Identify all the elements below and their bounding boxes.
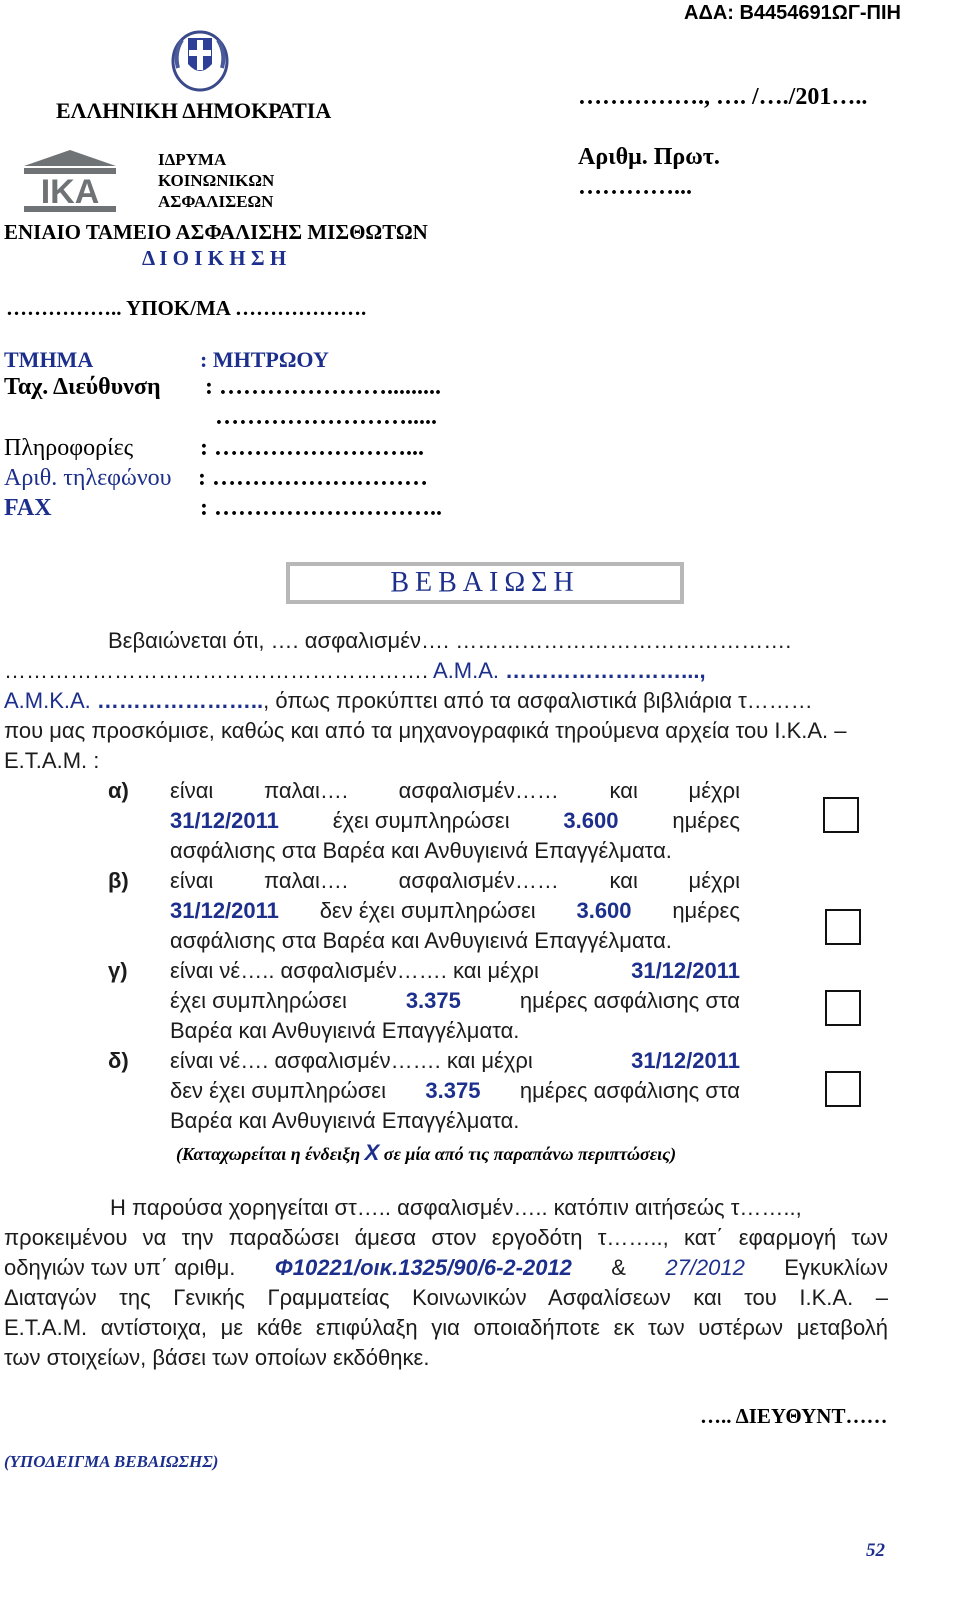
closing-line-3 bbox=[4, 1255, 888, 1281]
option-d-days: 3.375 bbox=[425, 1078, 481, 1103]
option-a-unit: ημέρες bbox=[672, 808, 740, 833]
option-d-line-1 bbox=[170, 1048, 740, 1074]
option-c-days: 3.375 bbox=[405, 988, 461, 1013]
fund-name: ΕΝΙΑΙΟ ΤΑΜΕΙΟ ΑΣΦΑΛΙΣΗΣ ΜΙΣΘΩΤΩΝ bbox=[4, 220, 428, 244]
selection-note bbox=[176, 1140, 676, 1166]
republic-title: ΕΛΛΗΝΙΚΗ ΔΗΜΟΚΡΑΤΙΑ bbox=[56, 98, 332, 123]
option-b-line-2 bbox=[170, 898, 740, 924]
fax-label: FAX bbox=[4, 495, 52, 521]
option-c-text: είναι νέ….. ασφαλισμέν……. και μέχρι bbox=[170, 958, 539, 983]
option-c-line-1 bbox=[170, 958, 740, 984]
closing-line-6: των στοιχείων, βάσει των οποίων εκδόθηκε. bbox=[4, 1345, 430, 1370]
closing-line-5: Ε.Τ.Α.Μ. αντίστοιχα, με κάθε επιφύλαξη για οποιαδήποτε εκ των υστέρων μεταβολή bbox=[4, 1315, 888, 1340]
option-c-unit: ημέρες ασφάλισης στα bbox=[519, 988, 740, 1013]
option-d-line-3: Βαρέα και Ανθυγιεινά Επαγγέλματα. bbox=[170, 1108, 520, 1133]
ama-label: Α.Μ.Α. bbox=[433, 658, 500, 683]
closing-line-2: προκειμένου να την παραδώσει άμεσα στον εργοδότη τ…….., κατ΄ εφαρμογή των bbox=[4, 1225, 888, 1250]
option-d-unit: ημέρες ασφάλισης στα bbox=[519, 1078, 740, 1103]
intro-books: , όπως προκύπτει από τα ασφαλιστικά βιβλιάρια τ……… bbox=[263, 688, 813, 713]
intro-dots: …………………………………………………. bbox=[4, 658, 434, 683]
option-d-checkbox[interactable] bbox=[825, 1071, 861, 1107]
phone-label: Αριθ. τηλεφώνου bbox=[4, 465, 172, 491]
amka-value: ………………….. bbox=[90, 688, 264, 713]
ama-value: ……………………..., bbox=[499, 658, 706, 683]
closing-circulars: Εγκυκλίων bbox=[784, 1255, 888, 1280]
option-c-checkbox[interactable] bbox=[825, 990, 861, 1026]
option-a-line-1: είναι παλαι…. ασφαλισμέν…… και μέχρι bbox=[170, 778, 740, 803]
note-mark: X bbox=[364, 1140, 380, 1165]
option-b-text: δεν έχει συμπληρώσει bbox=[319, 898, 536, 923]
page-number: 52 bbox=[866, 1540, 885, 1561]
option-d-line-2 bbox=[170, 1078, 740, 1104]
phone-value: : ……………………… bbox=[198, 465, 428, 491]
option-d-label: δ) bbox=[108, 1048, 129, 1073]
option-b-date: 31/12/2011 bbox=[170, 898, 279, 923]
fax-value: : ……………………….. bbox=[200, 495, 442, 521]
intro-line-5: Ε.Τ.Α.Μ. : bbox=[4, 748, 100, 773]
option-d-text: είναι νέ…. ασφαλισμέν……. και μέχρι bbox=[170, 1048, 533, 1073]
option-a-label: α) bbox=[108, 778, 129, 803]
option-b-days: 3.600 bbox=[576, 898, 632, 923]
dept-label: ΤΜΗΜΑ bbox=[4, 347, 94, 372]
administration-label: Δ Ι Ο Ι Κ Η Σ Η bbox=[142, 246, 287, 270]
amka-label: Α.Μ.Κ.Α. bbox=[4, 688, 91, 713]
branch-line: …………….. ΥΠΟΚ/ΜΑ ………………. bbox=[6, 296, 367, 320]
greek-emblem-icon bbox=[170, 28, 230, 92]
option-c-text-2: έχει συμπληρώσει bbox=[170, 988, 347, 1013]
info-label: Πληροφορίες bbox=[4, 435, 134, 461]
intro-line-2 bbox=[4, 658, 706, 684]
address-value-2: ……………………..... bbox=[215, 404, 437, 430]
option-c-line-2 bbox=[170, 988, 740, 1014]
option-b-checkbox[interactable] bbox=[825, 909, 861, 945]
svg-text:IKA: IKA bbox=[40, 173, 100, 211]
closing-amp: & bbox=[611, 1255, 626, 1280]
dept-value: : ΜΗΤΡΩΟΥ bbox=[200, 347, 329, 372]
intro-line-3 bbox=[4, 688, 813, 714]
org-line-1: ΙΔΡΥΜΑ bbox=[158, 150, 227, 169]
protocol-value: …………... bbox=[578, 174, 692, 200]
option-c-line-3: Βαρέα και Ανθυγιεινά Επαγγέλματα. bbox=[170, 1018, 520, 1043]
closing-text: οδηγιών των υπ΄ αριθμ. bbox=[4, 1255, 236, 1280]
org-line-2: ΚΟΙΝΩΝΙΚΩΝ bbox=[158, 171, 275, 190]
director-signature: ….. ΔΙΕΥΘΥΝΤ…… bbox=[700, 1404, 888, 1428]
ika-logo-icon bbox=[20, 148, 120, 216]
protocol-label: Αριθμ. Πρωτ. bbox=[578, 144, 720, 170]
sample-label: (ΥΠΟΔΕΙΓΜΑ ΒΕΒΑΙΩΣΗΣ) bbox=[4, 1452, 219, 1471]
closing-line-1: Η παρούσα χορηγείται στ….. ασφαλισμέν….. κατόπιν αιτήσεώς τ…….., bbox=[110, 1195, 802, 1220]
ada-code: ΑΔΑ: Β4454691ΩΓ-ΠΙΗ bbox=[684, 2, 901, 24]
option-b-line-1: είναι παλαι…. ασφαλισμέν…… και μέχρι bbox=[170, 868, 740, 893]
option-d-date: 31/12/2011 bbox=[631, 1048, 740, 1073]
circular-ref-1: Φ10221/οικ.1325/90/6-2-2012 bbox=[274, 1255, 572, 1280]
option-a-days: 3.600 bbox=[563, 808, 619, 833]
note-before: (Καταχωρείται η ένδειξη bbox=[176, 1144, 365, 1164]
option-a-line-2 bbox=[170, 808, 740, 834]
option-a-date: 31/12/2011 bbox=[170, 808, 279, 833]
option-d-text-2: δεν έχει συμπληρώσει bbox=[170, 1078, 386, 1103]
note-after: σε μία από τις παραπάνω περιπτώσεις) bbox=[379, 1144, 677, 1164]
certificate-title: ΒΕΒΑΙΩΣΗ bbox=[286, 562, 684, 604]
info-value: : ……………………... bbox=[200, 435, 424, 461]
org-line-3: ΑΣΦΑΛΙΣΕΩΝ bbox=[158, 192, 274, 211]
option-b-unit: ημέρες bbox=[672, 898, 740, 923]
option-a-checkbox[interactable] bbox=[823, 797, 859, 833]
circular-ref-2: 27/2012 bbox=[665, 1255, 745, 1280]
option-b-line-3: ασφάλισης στα Βαρέα και Ανθυγιεινά Επαγγέλματα. bbox=[170, 928, 672, 953]
date-line: ……………., …. /…./201….. bbox=[578, 84, 868, 110]
closing-line-4: Διαταγών της Γενικής Γραμματείας Κοινωνικών Ασφαλίσεων και του Ι.Κ.Α. – bbox=[4, 1285, 888, 1310]
option-a-line-3: ασφάλισης στα Βαρέα και Ανθυγιεινά Επαγγέλματα. bbox=[170, 838, 672, 863]
address-value: : …………………......... bbox=[205, 374, 441, 400]
option-c-label: γ) bbox=[108, 958, 128, 983]
intro-line-1: Βεβαιώνεται ότι, …. ασφαλισμέν…. ………………………………………. bbox=[108, 628, 792, 653]
intro-line-4: που μας προσκόμισε, καθώς και από τα μηχανογραφικά τηρούμενα αρχεία του Ι.Κ.Α. – bbox=[4, 718, 847, 743]
option-c-date: 31/12/2011 bbox=[631, 958, 740, 983]
option-a-text: έχει συμπληρώσει bbox=[332, 808, 510, 833]
option-b-label: β) bbox=[108, 868, 129, 893]
address-label: Ταχ. Διεύθυνση bbox=[4, 374, 161, 400]
